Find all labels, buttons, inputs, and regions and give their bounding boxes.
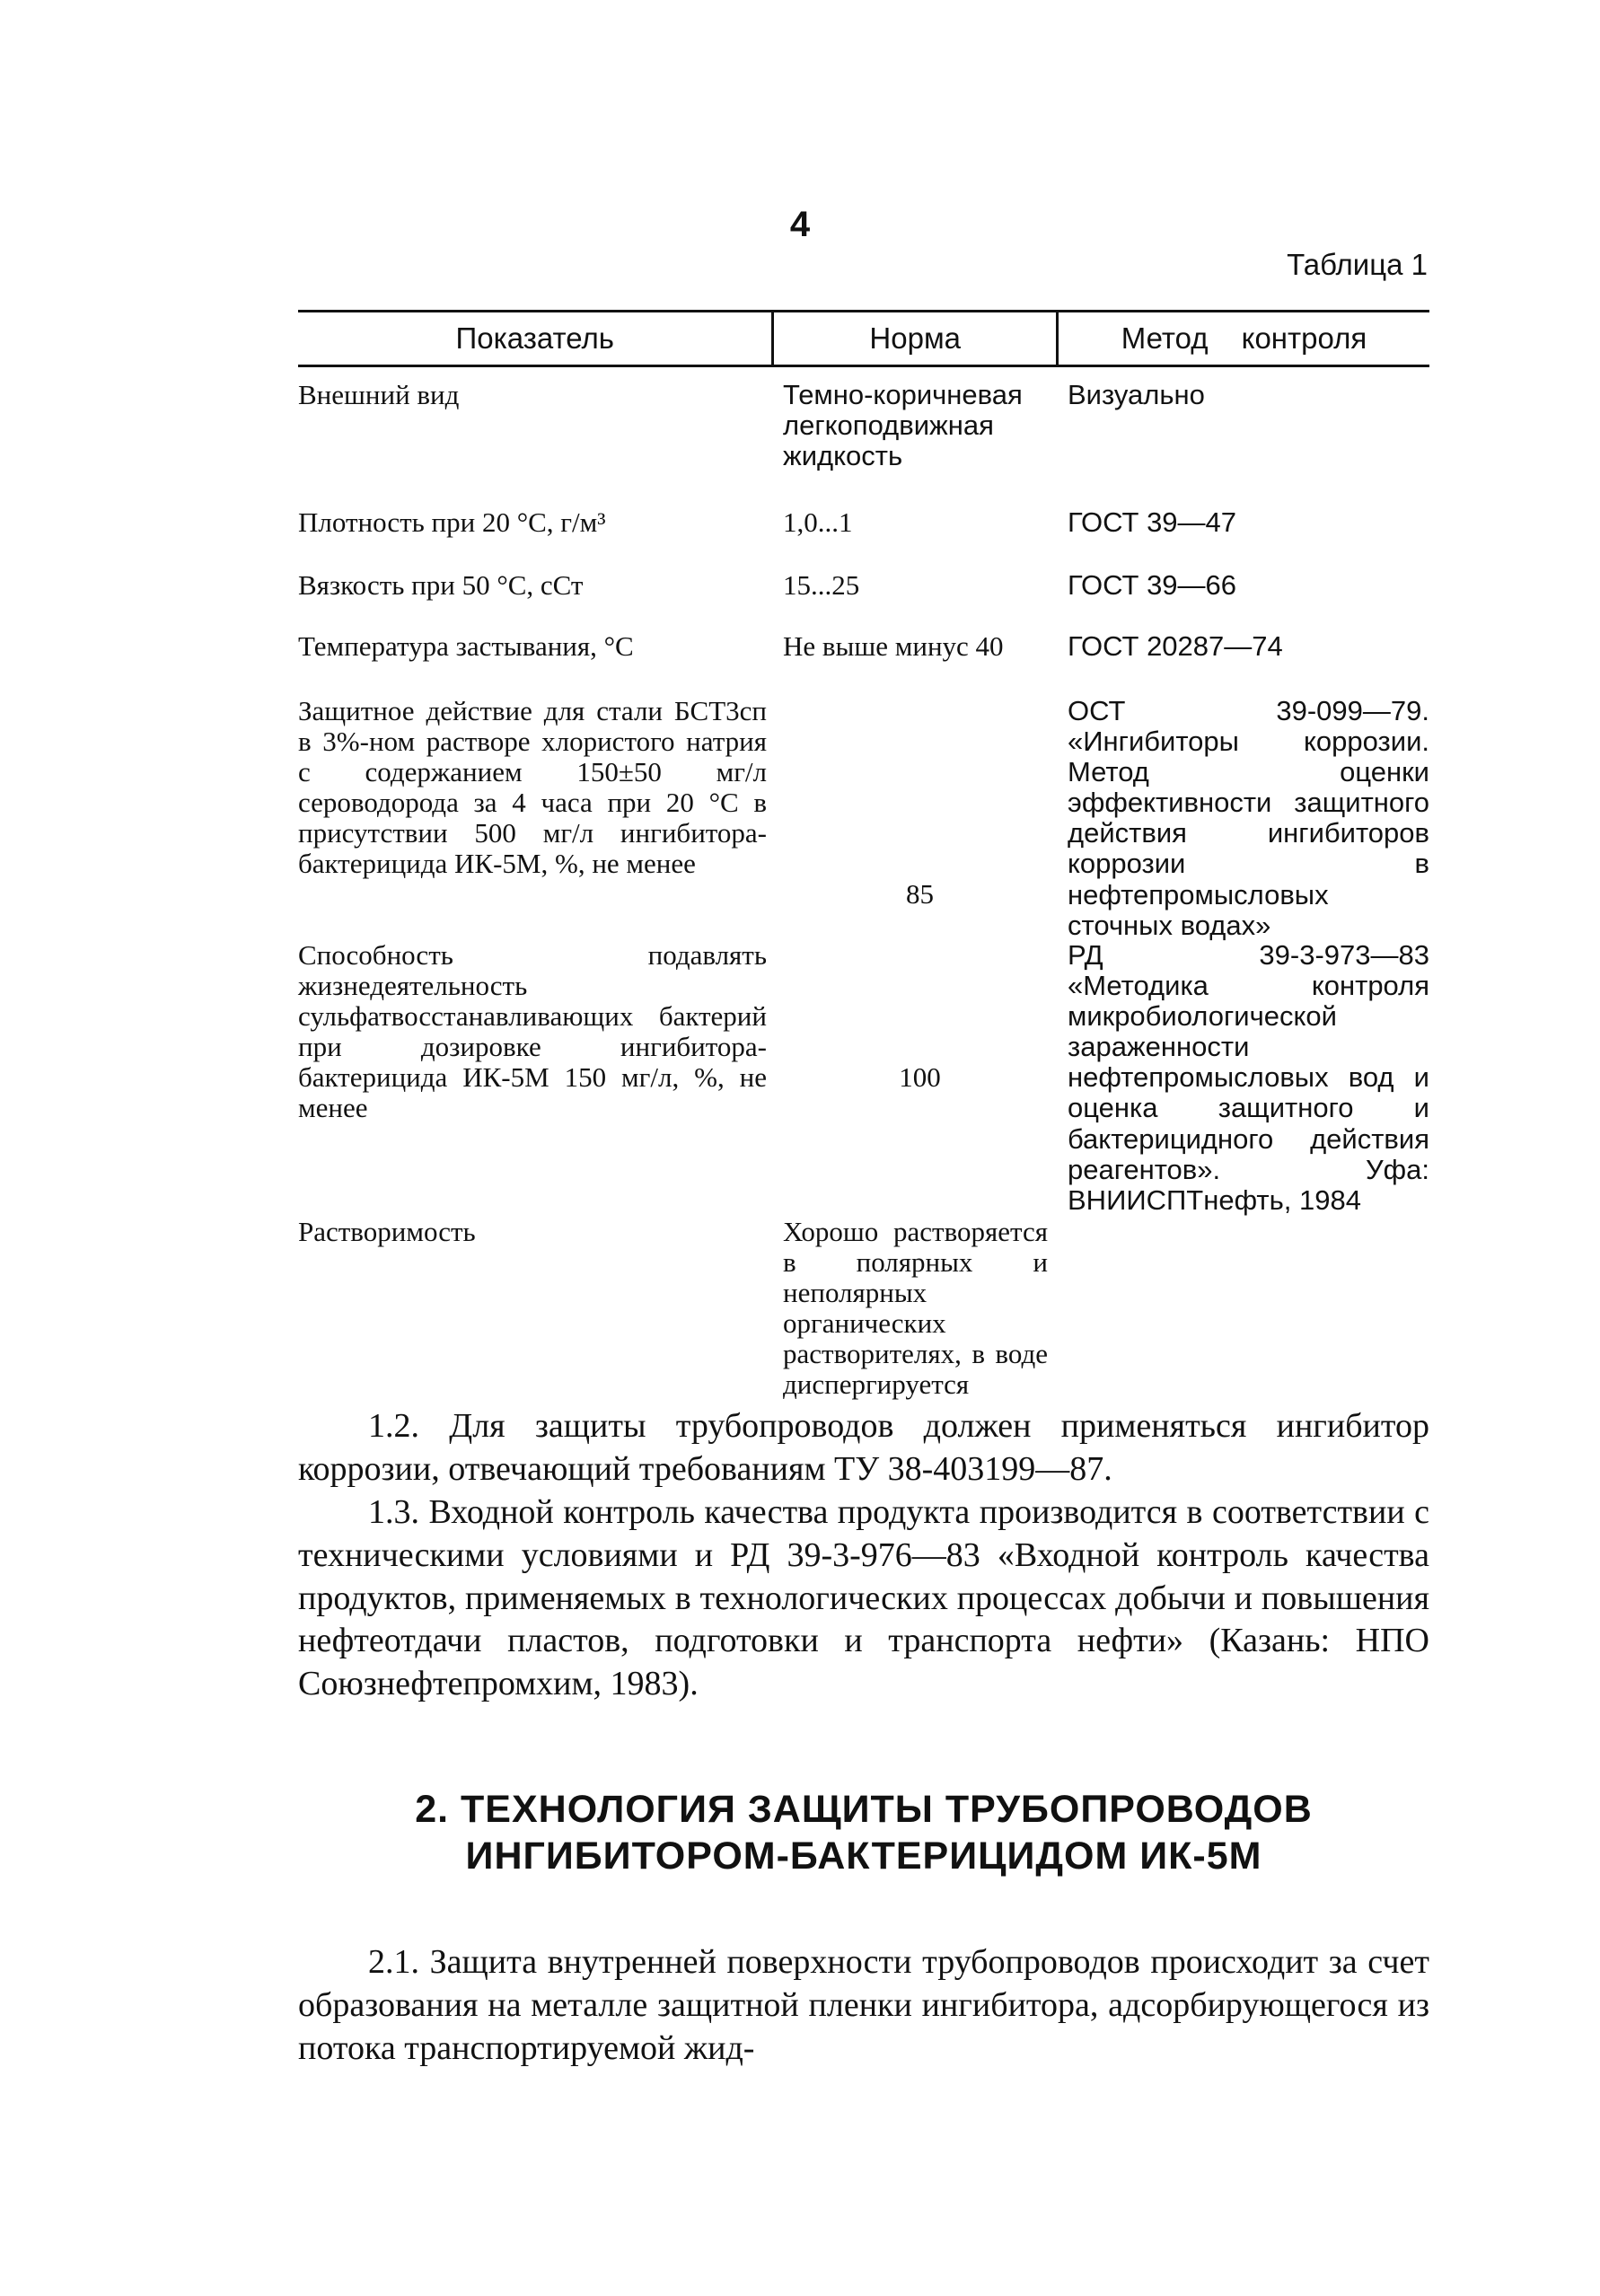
table-row: [298, 507, 1429, 570]
norm-cell: 1,0...1: [783, 506, 853, 538]
norm-value: 100: [899, 1060, 941, 1093]
norm-value: 85: [906, 877, 934, 910]
indicator-cell: Плотность при 20 °С, г/м³: [298, 506, 606, 538]
table-row: [298, 380, 1429, 495]
norm-cell: [774, 940, 1057, 1093]
table-row: [298, 570, 1429, 631]
norm-cell: [774, 696, 1057, 910]
norm-cell: Не выше минус 40: [783, 630, 1004, 662]
header-norm: Норма: [774, 312, 1059, 365]
indicator-cell: Растворимость: [298, 1216, 476, 1247]
table-row: [298, 696, 1429, 940]
method-cell: Визуально: [1068, 379, 1205, 410]
method-cell: ГОСТ 20287—74: [1068, 630, 1283, 662]
indicator-cell: Вязкость при 50 °С, сСт: [298, 569, 584, 601]
method-cell: ГОСТ 39—47: [1068, 506, 1237, 538]
table-row: [298, 1217, 1429, 1414]
paragraph-1-3: 1.3. Входной контроль качества продукта производится в соответствии с техническими условиями и РД 39-3-976—83 «Входной контроль качества продуктов, применяемых в технологических процессах добычи и повышения нефтеотдачи пластов, подготовки и транспорта нефти» (Казань: НПО Союзнефтепромхим, 1983).: [298, 1492, 1429, 1703]
section-title-line-2: ИНГИБИТОРОМ-БАКТЕРИЦИДОМ ИК-5М: [465, 1834, 1262, 1878]
table-caption: Таблица 1: [1287, 248, 1428, 281]
indicator-cell: Внешний вид: [298, 379, 460, 410]
page-number: 4: [789, 205, 811, 244]
norm-cell: Темно-коричневая легкоподвижная жидкость: [783, 379, 1023, 472]
indicator-cell: Защитное действие для стали БСТ3сп в 3%-ном растворе хлористого натрия с содержанием 150±50 мг/л сероводорода за 4 часа при 20 °С в присутствии 500 мг/л ингибитора-бактерицида ИК-5М, %, не менее: [298, 695, 767, 880]
header-method: Метод контроля: [1121, 321, 1367, 355]
norm-cell: 15...25: [783, 569, 860, 601]
method-cell: ОСТ 39-099—79. «Ингибиторы коррозии. Метод оценки эффективности защитного действия ингибиторов коррозии в нефтепромысловых сточных водах»: [1068, 695, 1429, 941]
table-row: [298, 940, 1429, 1217]
indicator-cell: Способность подавлять жизнедеятельность сульфатвосстанавливающих бактерий при дозировке ингибитора-бактерицида ИК-5М 150 мг/л, %, не менее: [298, 939, 767, 1124]
section-title-line-1: 2. ТЕХНОЛОГИЯ ЗАЩИТЫ ТРУБОПРОВОДОВ: [415, 1788, 1313, 1831]
table-row: [298, 631, 1429, 696]
header-indicator: Показатель: [298, 312, 774, 365]
body-text-top: [298, 1405, 1429, 1706]
indicator-cell: Температура застывания, °С: [298, 630, 634, 662]
norm-cell: Хорошо растворяется в полярных и неполярных органических растворителях, в воде диспергируется: [783, 1216, 1048, 1401]
method-cell: РД 39-3-973—83 «Методика контроля микробиологической зараженности нефтепромысловых вод и оценка защитного и бактерицидного действия реагентов». Уфа: ВНИИСПТнефть, 1984: [1068, 939, 1429, 1216]
body-text-bottom: [298, 1941, 1429, 2071]
paragraph-1-2: 1.2. Для защиты трубопроводов должен применяться ингибитор коррозии, отвечающий требованиям ТУ 38-403199—87.: [298, 1407, 1429, 1488]
specification-table: [298, 310, 1429, 1414]
section-title: [298, 1787, 1429, 1879]
table-header: [298, 312, 1429, 367]
method-cell: ГОСТ 39—66: [1068, 569, 1237, 601]
paragraph-2-1: 2.1. Защита внутренней поверхности трубопроводов происходит за счет образования на металле защитной пленки ингибитора, адсорбирующегося из потока транспортируемой жид-: [298, 1943, 1429, 2067]
